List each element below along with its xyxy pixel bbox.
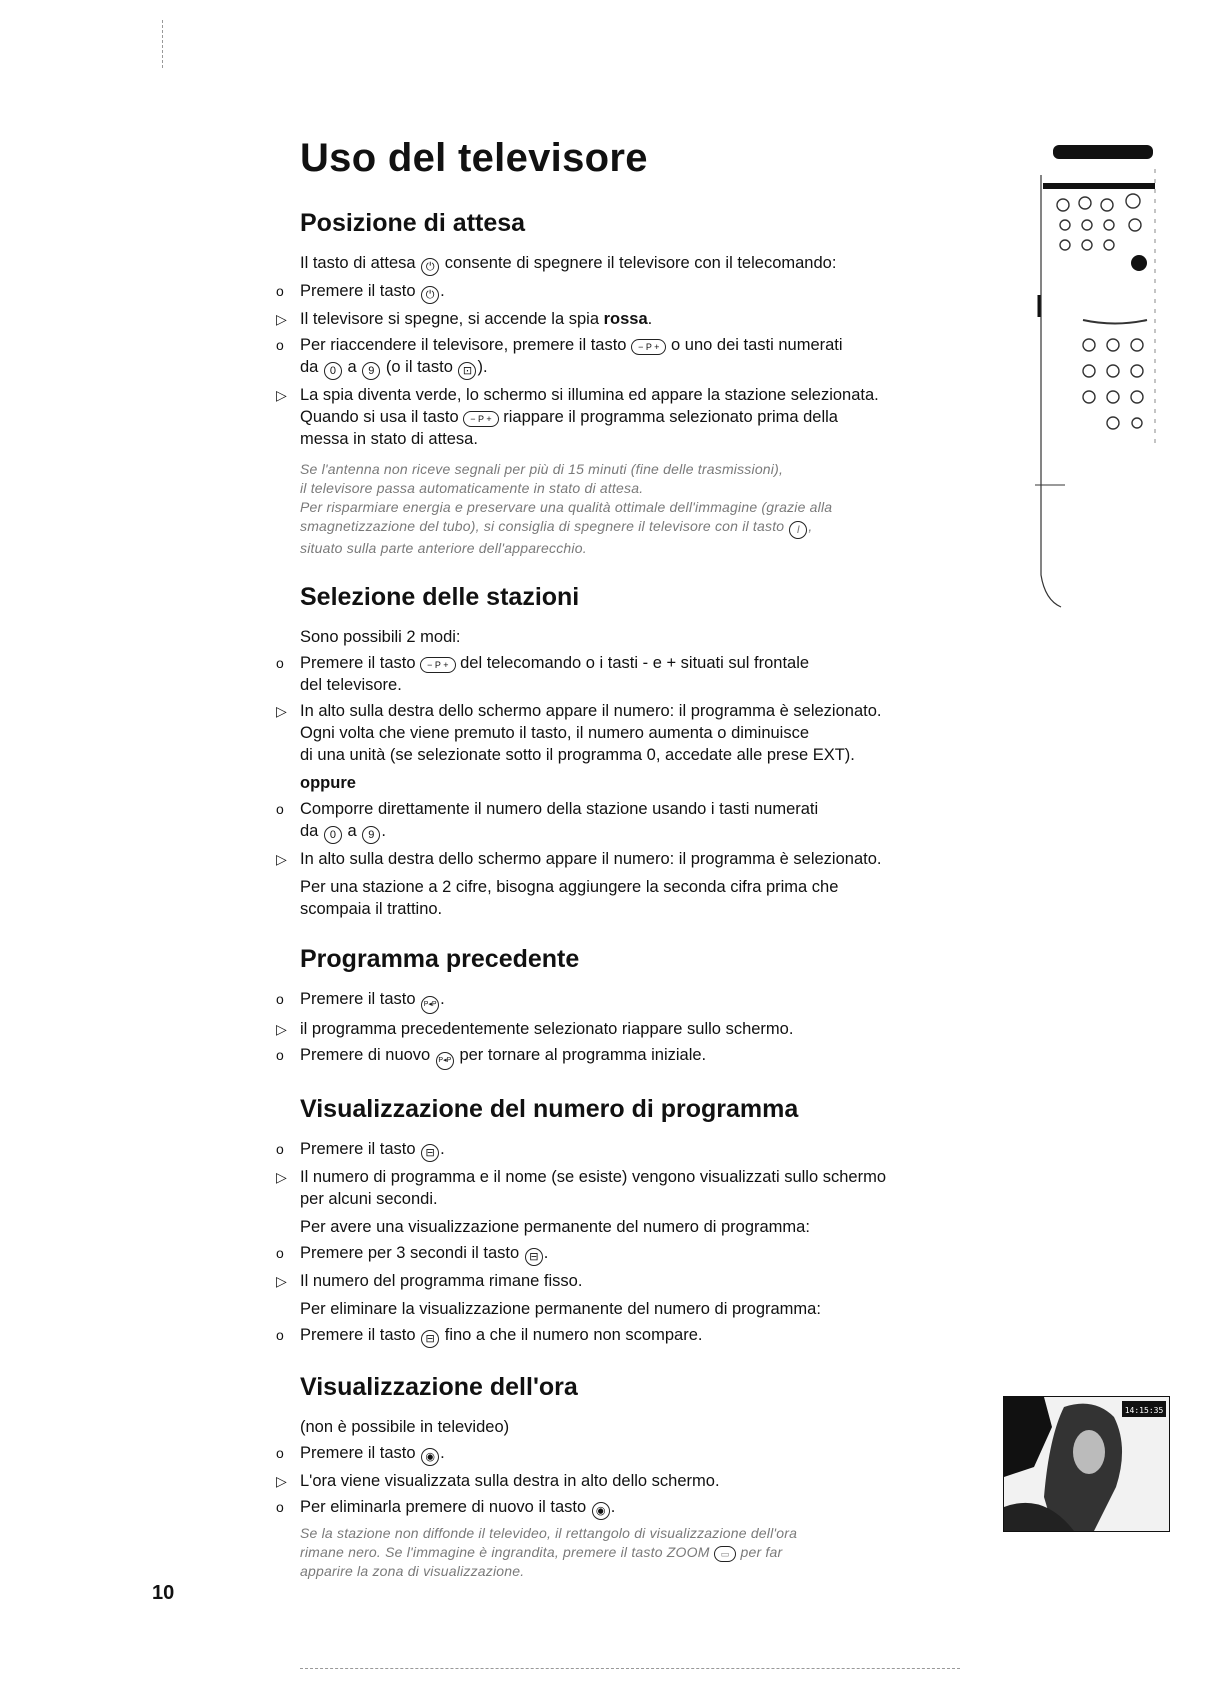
tv-key-icon: ⊡ [458,362,476,380]
result-marker-icon: ▷ [276,1021,287,1037]
previous-program-key-icon: P◂P [436,1052,454,1070]
remote-program-key [1083,320,1147,324]
zoom-key-icon: ▭ [714,1546,737,1562]
remote-outline-left [1041,175,1061,607]
step-marker-icon: o [276,1327,284,1343]
result-item: ▷ Il televisore si spegne, si accende la spia rossa. [276,310,653,328]
step-item: o Premere il tasto P◂P . [276,988,996,1014]
body-text: Per una stazione a 2 cifre, bisogna aggiungere la seconda cifra prima che scompaia il trattino. [300,878,839,918]
power-key-icon: I [789,521,807,539]
program-key-icon: − P + [463,411,498,427]
digit-zero-key-icon: 0 [324,826,342,844]
digit-nine-key-icon: 9 [362,362,380,380]
result-marker-icon: ▷ [276,311,287,327]
step-marker-icon: o [276,1445,284,1461]
page-title: Uso del televisore [300,136,648,180]
note-text: Se la stazione non diffonde il televideo, il rettangolo di visualizzazione dell'ora rimane nero. Se l'immagine è ingrandita, premere il tasto ZOOM ▭ per far apparire la zona di visualizzazione. [300,1525,798,1579]
step-item: o Premere il tasto ◉ . [276,1442,996,1466]
photo-figure-face [1073,1430,1105,1474]
remote-control-illustration [1035,145,1165,615]
note-text: Se l'antenna non riceve segnali per più di 15 minuti (fine delle trasmissioni), il televisore passa automaticamente in stato di attesa. Per risparmiare energia e preservare una qualità ottimale dell'immagine (grazie alla smagnetizzazione del tubo), si consiglia di spegnere il televisore con il tasto I , situato sulla parte anteriore dell'apparecchio. [300,461,833,556]
step-marker-icon: o [276,337,284,353]
program-key-icon: − P + [631,339,666,355]
step-marker-icon: o [276,991,284,1007]
remote-buttons-top [1057,194,1141,250]
digit-zero-key-icon: 0 [324,362,342,380]
result-item: ▷ La spia diventa verde, lo schermo si illumina ed appare la stazione selezionata. Quando si usa il tasto − P + riappare il programma selezionato prima della messa in stato di attesa. [276,386,879,448]
section-program-number [276,1094,996,1348]
info-key-icon: ⊟ [525,1248,543,1266]
result-item: ▷ il programma precedentemente selezionato riappare sullo schermo. [276,1020,794,1038]
step-marker-icon: o [276,1499,284,1515]
step-marker-icon: o [276,1141,284,1157]
step-marker-icon: o [276,1047,284,1063]
result-marker-icon: ▷ [276,851,287,867]
result-item: ▷ In alto sulla destra dello schermo appare il numero: il programma è selezionato. Ogni volta che viene premuto il tasto, il numero aumenta o diminuisce di una unità (se selezionate sotto il programma 0, accedate alle prese EXT). [276,702,882,764]
step-marker-icon: o [276,801,284,817]
section-heading: Selezione delle stazioni [300,583,580,611]
step-item: o Per riaccendere il televisore, premere il tasto − P + o uno dei tasti numerati da 0 a 9 (o il tasto ⊡ ). [276,334,996,380]
section-heading: Visualizzazione dell'ora [300,1373,578,1401]
scan-artifact [162,20,165,68]
section-previous [276,944,996,1070]
clock-key-icon: ◉ [592,1502,610,1520]
remote-power-button [1131,255,1147,271]
step-item: o Premere il tasto − P + del telecomando o i tasti - e + situati sul frontale del televisore. [276,654,810,694]
section-time [276,1372,996,1581]
standby-key-icon: ⏻ [421,286,439,304]
step-item: o Premere di nuovo P◂P per tornare al programma iniziale. [276,1044,996,1070]
clock-readout: 14:15:35 [1124,1406,1164,1415]
section-heading: Programma precedente [300,945,580,973]
step-item: o Comporre direttamente il numero della stazione usando i tasti numerati da 0 a 9 . [276,798,996,844]
section-standby [276,208,996,558]
result-item: ▷ Il numero del programma rimane fisso. [276,1272,583,1290]
result-item: ▷ L'ora viene visualizzata sulla destra in alto dello schermo. [276,1472,720,1490]
digit-nine-key-icon: 9 [362,826,380,844]
section-heading: Posizione di attesa [300,209,526,237]
step-item: o Premere il tasto ⊟ fino a che il numero non scompare. [276,1324,996,1348]
tv-screen-photo [1003,1396,1170,1532]
step-marker-icon: o [276,655,284,671]
main-content [276,208,996,1605]
remote-number-keys [1083,339,1143,429]
step-item: o Premere il tasto ⏻ . [276,280,996,304]
step-marker-icon: o [276,283,284,299]
body-text: Per avere una visualizzazione permanente del numero di programma: [300,1218,810,1236]
result-marker-icon: ▷ [276,1473,287,1489]
info-key-icon: ⊟ [421,1144,439,1162]
section-heading: Visualizzazione del numero di programma [300,1095,799,1123]
step-marker-icon: o [276,1245,284,1261]
step-item: o Per eliminarla premere di nuovo il tasto ◉ . [276,1496,996,1520]
section-stations [276,582,996,920]
scan-artifact-bottom [300,1668,960,1670]
standby-key-icon: ⏻ [421,258,439,276]
previous-program-key-icon: P◂P [421,996,439,1014]
result-marker-icon: ▷ [276,387,287,403]
result-item: ▷ Il numero di programma e il nome (se esiste) vengono visualizzati sullo schermo per alcuni secondi. [276,1168,886,1208]
info-key-icon: ⊟ [421,1330,439,1348]
intro-text: Il tasto di attesa ⏻ consente di spegnere il televisore con il telecomando: [276,252,996,276]
intro-text: Sono possibili 2 modi: [300,628,461,646]
result-marker-icon: ▷ [276,703,287,719]
remote-edge [1043,183,1155,189]
remote-top-bar [1053,145,1153,159]
intro-text: (non è possibile in televideo) [300,1418,510,1436]
page-number: 10 [152,1582,175,1604]
result-marker-icon: ▷ [276,1169,287,1185]
result-marker-icon: ▷ [276,1273,287,1289]
result-item: ▷ In alto sulla destra dello schermo appare il numero: il programma è selezionato. [276,850,882,868]
or-label: oppure [300,774,356,792]
clock-key-icon: ◉ [421,1448,439,1466]
step-item: o Premere il tasto ⊟ . [276,1138,996,1162]
body-text: Per eliminare la visualizzazione permanente del numero di programma: [300,1300,821,1318]
program-key-icon: − P + [420,657,455,673]
step-item: o Premere per 3 secondi il tasto ⊟ . [276,1242,996,1266]
